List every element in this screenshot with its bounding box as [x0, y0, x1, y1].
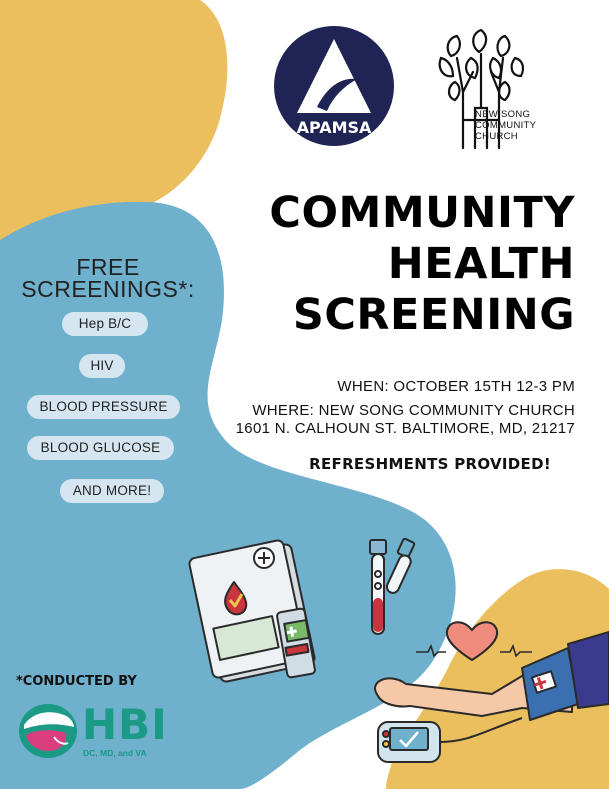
free-screenings-heading [0, 256, 216, 300]
screening-item-more: AND MORE! [60, 479, 164, 503]
hbi-regions: DC, MD, and VA [83, 748, 147, 758]
church-name-line2: COMMUNITY [475, 120, 537, 131]
event-where: WHERE: NEW SONG COMMUNITY CHURCH [252, 402, 575, 419]
free-heading-line2: SCREENINGS*: [21, 276, 195, 302]
apamsa-logo-text: APAMSA [296, 118, 372, 137]
medical-report-illustration [186, 538, 324, 684]
hbi-logo-icon [18, 703, 78, 759]
church-name-line3: CHURCH [475, 131, 518, 142]
event-address: 1601 N. CALHOUN ST. BALTIMORE, MD, 21217 [235, 420, 575, 437]
screening-item-hep: Hep B/C [62, 312, 148, 336]
church-name-line1: NEW SONG [475, 109, 531, 120]
screening-item-hiv: HIV [79, 354, 125, 378]
title-line3: SCREENING [292, 290, 575, 340]
free-heading-line1: FREE [76, 254, 140, 280]
conducted-by-label: *CONDUCTED BY [16, 674, 137, 689]
apamsa-logo [273, 25, 395, 147]
screening-item-blood-glucose: BLOOD GLUCOSE [27, 436, 174, 460]
hbi-logo-text: HBI [82, 700, 168, 749]
blood-pressure-monitor-illustration [372, 630, 609, 776]
church-name [475, 109, 536, 142]
screening-item-blood-pressure: BLOOD PRESSURE [27, 395, 180, 419]
title-line2: HEALTH [387, 239, 575, 289]
refreshments-note: REFRESHMENTS PROVIDED! [309, 455, 551, 473]
title-line1: COMMUNITY [269, 188, 575, 238]
event-when: WHEN: OCTOBER 15TH 12-3 PM [337, 378, 575, 395]
page-title [269, 188, 575, 341]
